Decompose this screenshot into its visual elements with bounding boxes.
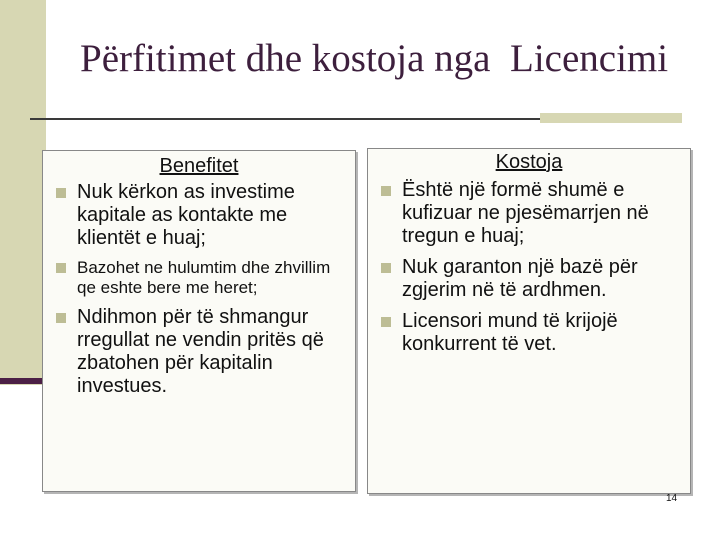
list-item-text: Nuk garanton një bazë për zgjerim në të ardhmen. xyxy=(402,256,638,301)
square-bullet-icon xyxy=(381,186,391,196)
list-item xyxy=(378,256,684,302)
left-decorative-band xyxy=(0,0,46,385)
square-bullet-icon xyxy=(381,317,391,327)
list-item xyxy=(378,179,684,248)
list-item-text: Bazohet ne hulumtim dhe zhvillim qe eshte bere me heret; xyxy=(77,258,331,297)
list-item-text: Është një formë shumë e kufizuar ne pjesëmarrjen në tregun e huaj; xyxy=(402,179,649,247)
left-band-accent xyxy=(0,378,46,384)
list-item xyxy=(53,306,349,398)
list-item xyxy=(378,310,684,356)
slide-title: Përfitimet dhe kostoja nga Licencimi xyxy=(80,37,669,80)
benefits-panel xyxy=(42,150,356,492)
list-item-text: Licensori mund të krijojë konkurrent të vet. xyxy=(402,310,618,355)
list-item-text: Ndihmon për të shmangur rregullat ne vendin pritës që zbatohen për kapitalin investues. xyxy=(77,306,324,397)
square-bullet-icon xyxy=(381,263,391,273)
benefits-heading: Benefitet xyxy=(159,155,239,177)
list-item-text: Nuk kërkon as investime kapitale as kontakte me klientët e huaj; xyxy=(77,181,295,249)
title-divider-accent xyxy=(540,113,682,123)
square-bullet-icon xyxy=(56,313,66,323)
list-item xyxy=(53,258,349,298)
costs-list xyxy=(378,179,684,364)
square-bullet-icon xyxy=(56,188,66,198)
costs-panel xyxy=(367,148,691,494)
benefits-list xyxy=(53,181,349,406)
page-number: 14 xyxy=(666,493,678,504)
list-item xyxy=(53,181,349,250)
square-bullet-icon xyxy=(56,263,66,273)
costs-heading: Kostoja xyxy=(495,151,563,173)
